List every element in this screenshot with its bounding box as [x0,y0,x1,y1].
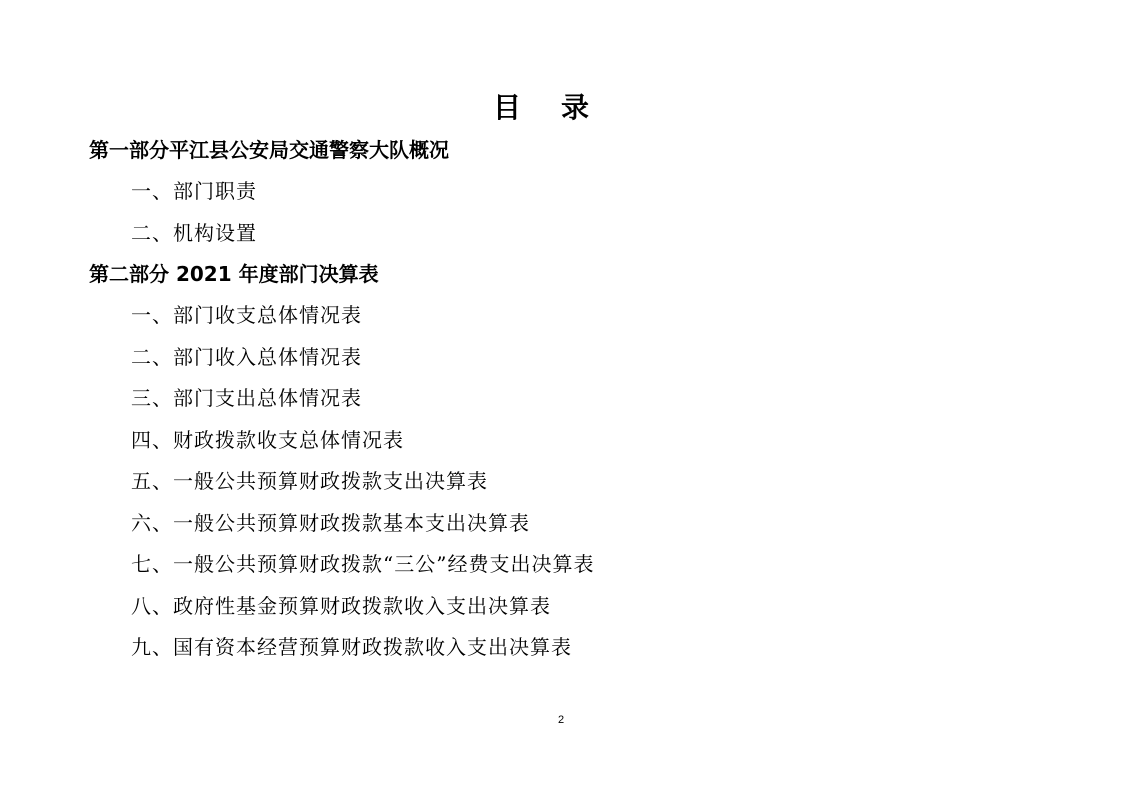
toc-item: 五、一般公共预算财政拨款支出决算表 [131,469,488,493]
toc-item: 九、国有资本经营预算财政拨款收入支出决算表 [131,635,572,659]
toc-title: 目录 [492,91,629,124]
toc-item: 七、一般公共预算财政拨款“三公”经费支出决算表 [131,552,595,576]
page-number: 2 [557,714,565,726]
toc-item: 八、政府性基金预算财政拨款收入支出决算表 [131,594,551,618]
toc-item: 六、一般公共预算财政拨款基本支出决算表 [131,511,530,535]
part-1-heading: 第一部分平江县公安局交通警察大队概况 [89,138,449,162]
toc-item: 三、部门支出总体情况表 [131,386,362,410]
toc-item: 四、财政拨款收支总体情况表 [131,428,404,452]
toc-item: 一、部门职责 [131,179,257,203]
toc-item: 一、部门收支总体情况表 [131,303,362,327]
toc-item: 二、机构设置 [131,221,257,245]
toc-item: 二、部门收入总体情况表 [131,345,362,369]
part-2-heading: 第二部分 2021 年度部门决算表 [89,262,379,286]
